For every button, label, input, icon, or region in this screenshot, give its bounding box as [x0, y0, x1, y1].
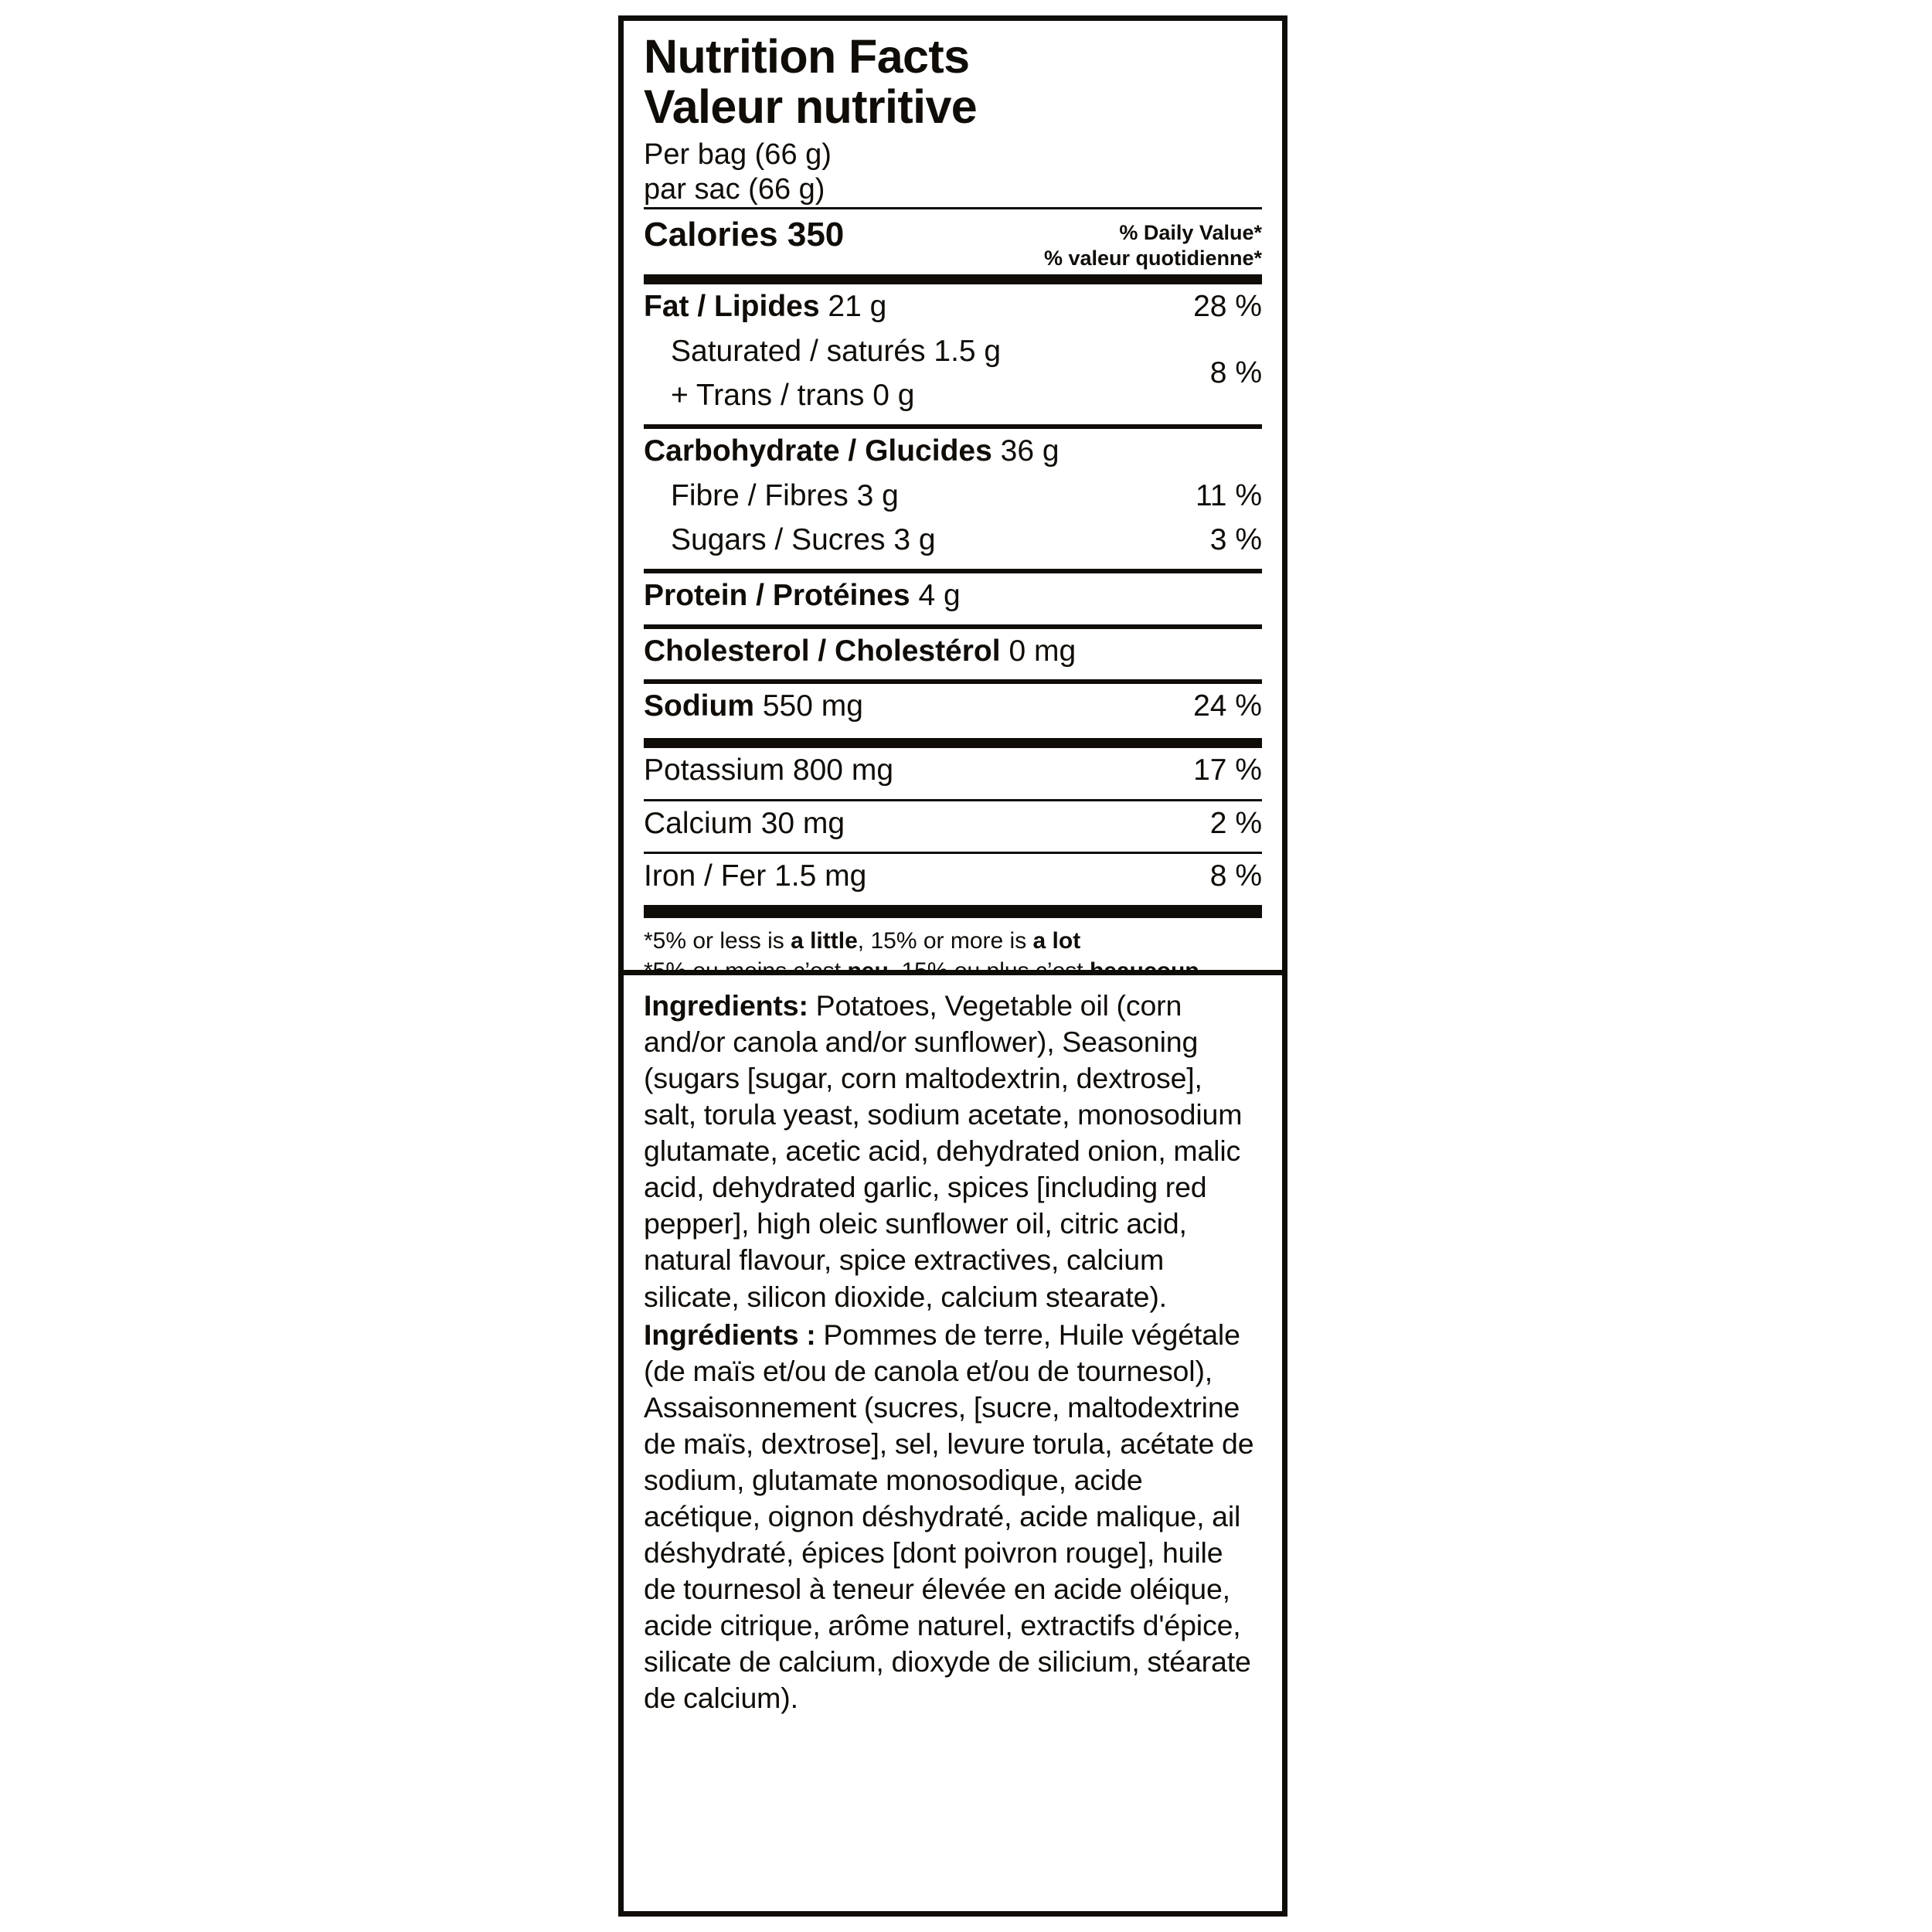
row-calcium	[644, 801, 1262, 846]
row-fat-dv: 28 %	[1193, 289, 1262, 323]
row-trans-amount: 0 g	[872, 379, 915, 413]
divider-before-footnote	[644, 905, 1262, 918]
row-sodium	[644, 684, 1262, 729]
row-sugars-amount: 3 g	[893, 523, 936, 557]
row-saturated-amount: 1.5 g	[934, 334, 1002, 368]
serving-size-en: Per bag (66 g)	[644, 138, 832, 172]
row-iron-amount: 1.5 mg	[774, 859, 867, 893]
row-potassium-label: Potassium	[644, 753, 785, 787]
row-fat	[644, 284, 1262, 329]
row-sugars-dv: 3 %	[1209, 523, 1262, 557]
row-potassium-amount: 800 mg	[792, 753, 894, 787]
daily-value-header-fr: % valeur quotidienne*	[1043, 246, 1262, 270]
row-cholesterol-label: Cholesterol / Cholestérol	[644, 634, 1001, 668]
row-fibre-label: Fibre / Fibres	[671, 478, 849, 512]
ingredients-fr	[644, 1317, 1262, 1717]
row-calcium-dv: 2 %	[1209, 806, 1262, 840]
row-potassium-dv: 17 %	[1193, 753, 1262, 787]
row-trans	[644, 373, 1262, 418]
row-fibre	[644, 474, 1262, 519]
ingredients-heading-fr: Ingrédients :	[644, 1318, 816, 1351]
footnote-en-pre: *5% or less is	[644, 927, 791, 954]
nutrition-facts-title-fr: Valeur nutritive	[644, 80, 978, 133]
nutrition-facts-panel	[618, 15, 1287, 1009]
nutrition-facts-title-en: Nutrition Facts	[644, 30, 970, 83]
row-sugars-label: Sugars / Sucres	[671, 523, 886, 557]
row-calcium-label: Calcium	[644, 806, 753, 840]
row-fat-label: Fat / Lipides	[644, 289, 820, 323]
footnote-en-lot: a lot	[1032, 927, 1081, 954]
daily-value-header	[1044, 216, 1262, 271]
footnote-en	[644, 918, 1262, 956]
row-carbohydrate-label: Carbohydrate / Glucides	[644, 434, 992, 468]
row-sodium-dv: 24 %	[1193, 689, 1262, 723]
row-calcium-amount: 30 mg	[760, 806, 845, 840]
ingredients-en	[644, 988, 1262, 1315]
row-fibre-amount: 3 g	[856, 478, 899, 512]
row-iron	[644, 854, 1262, 899]
row-sodium-amount: 550 mg	[762, 689, 863, 723]
serving-size-fr: par sac (66 g)	[644, 173, 825, 206]
divider-after-sodium	[644, 738, 1262, 748]
ingredients-heading-en: Ingredients:	[644, 989, 808, 1022]
row-cholesterol	[644, 629, 1262, 674]
fat-subrows	[644, 329, 1262, 418]
row-protein-amount: 4 g	[918, 578, 961, 612]
ingredients-panel	[618, 970, 1287, 1917]
row-trans-label: + Trans / trans	[671, 379, 865, 413]
calories-label: Calories 350	[644, 215, 845, 253]
row-iron-label: Iron / Fer	[644, 859, 767, 893]
daily-value-header-en: % Daily Value*	[1119, 220, 1262, 244]
row-fat-amount: 21 g	[828, 289, 887, 323]
row-sodium-label: Sodium	[644, 689, 754, 723]
row-fibre-dv: 11 %	[1196, 478, 1262, 512]
footnote-en-little: a little	[791, 927, 858, 954]
ingredients-body-en: Potatoes, Vegetable oil (corn and/or canola and/or sunflower), Seasoning (sugars [sugar, corn maltodextrin, dextrose], salt, torula yeast, sodium acetate, monosodium glutamate, acetic acid, dehydrated onion, malic acid, dehydrated garlic, spices [including red pepper], high oleic sunflower oil, citric acid, natural flavour, spice extractives, calcium silicate, silicon dioxide, calcium stearate).	[644, 989, 1243, 1313]
row-potassium	[644, 748, 1262, 793]
row-protein	[644, 573, 1262, 618]
row-saturated-trans-dv: 8 %	[1209, 356, 1262, 390]
footnote-en-mid: , 15% or more is	[857, 927, 1033, 954]
row-iron-dv: 8 %	[1209, 859, 1262, 893]
row-protein-label: Protein / Protéines	[644, 578, 910, 612]
row-carbohydrate-amount: 36 g	[1000, 434, 1060, 468]
calories-row	[644, 209, 1262, 274]
divider-after-calories	[644, 274, 1262, 284]
row-carbohydrate	[644, 429, 1262, 474]
ingredients-body-fr: Pommes de terre, Huile végétale (de maïs et/ou de canola et/ou de tournesol), Assaisonnement (sucres, [sucre, maltodextrine de maïs, dextrose], sel, levure torula, acétate de sodium, glutamate monosodique, acide acétique, oignon déshydraté, acide malique, ail déshydraté, épices [dont poivron rouge], huile de tournesol à teneur élevée en acide oléique, acide citrique, arôme naturel, extractifs d'épice, silicate de calcium, dioxyde de silicium, stéarate de calcium).	[644, 1318, 1254, 1715]
row-saturated	[644, 329, 1262, 374]
row-cholesterol-amount: 0 mg	[1009, 634, 1077, 668]
row-saturated-label: Saturated / saturés	[671, 334, 926, 368]
row-sugars	[644, 518, 1262, 563]
